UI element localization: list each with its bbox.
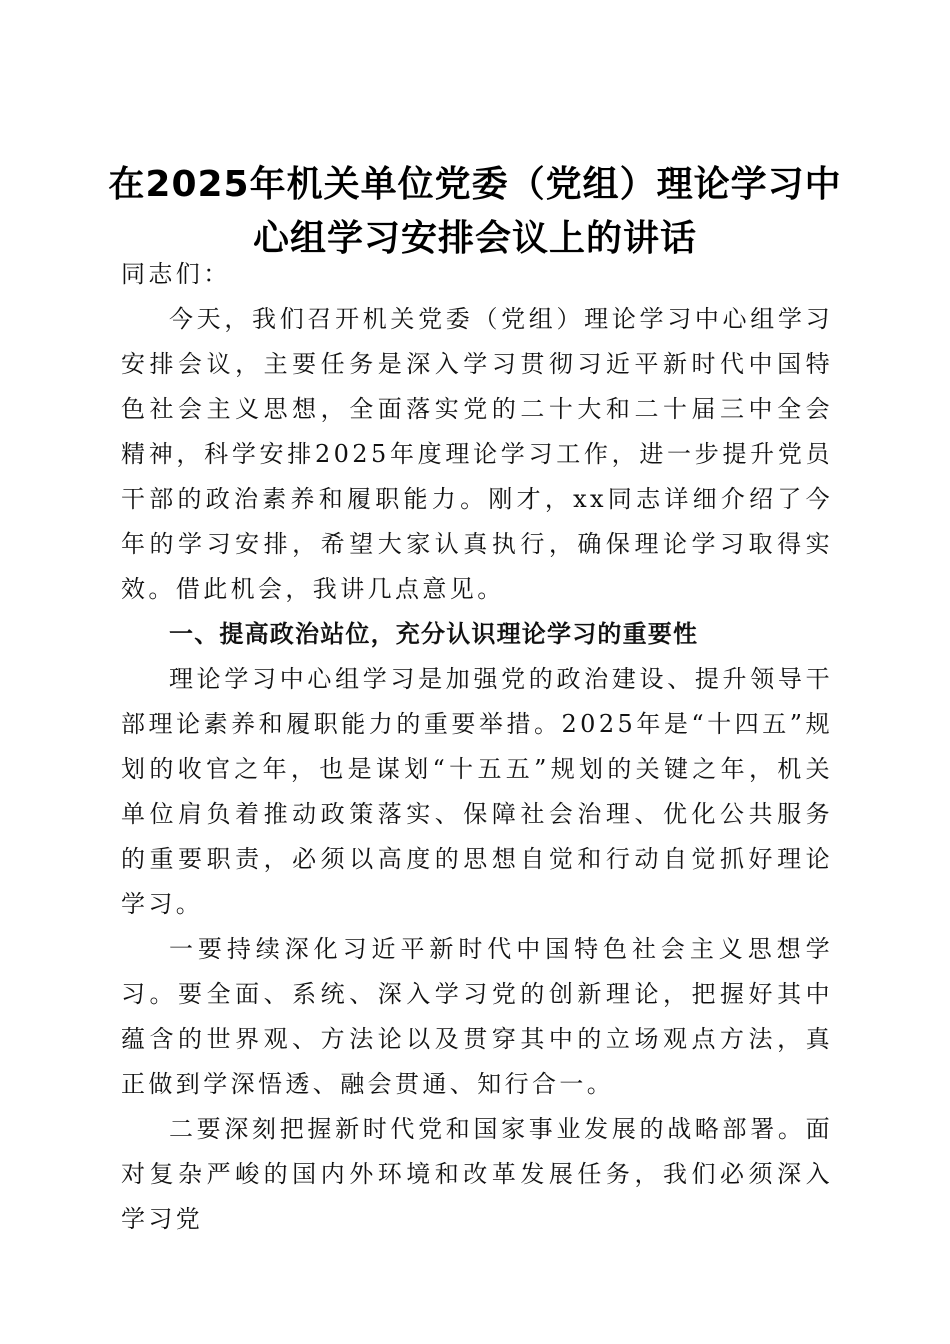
document-body — [121, 252, 833, 1242]
paragraph-point-2: 二要深刻把握新时代党和国家事业发展的战略部署。面对复杂严峻的国内外环境和改革发展任务，我们必须深入学习党 — [121, 1115, 833, 1233]
paragraph-point-1: 一要持续深化习近平新时代中国特色社会主义思想学习。要全面、系统、深入学习党的创新理论，把握好其中蕴含的世界观、方法论以及贯穿其中的立场观点方法，真正做到学深悟透、融会贯通、知行合一。 — [121, 935, 833, 1098]
title-line-1: 在2025年机关单位党委（党组）理论学习中 — [108, 164, 842, 206]
title-line-2: 心组学习安排会议上的讲话 — [252, 218, 697, 260]
section-heading-1: 一、提高政治站位，充分认识理论学习的重要性 — [169, 620, 699, 648]
salutation: 同志们： — [121, 260, 231, 288]
paragraph-importance: 理论学习中心组学习是加强党的政治建设、提升领导干部理论素养和履职能力的重要举措。2025年是“十四五”规划的收官之年，也是谋划“十五五”规划的关键之年，机关单位肩负着推动政策落实、保障社会治理、优化公共服务的重要职责，必须以高度的思想自觉和行动自觉抓好理论学习。 — [121, 665, 833, 918]
document-title — [100, 158, 850, 266]
paragraph-intro: 今天，我们召开机关党委（党组）理论学习中心组学习安排会议，主要任务是深入学习贯彻习近平新时代中国特色社会主义思想，全面落实党的二十大和二十届三中全会精神，科学安排2025年度理论学习工作，进一步提升党员干部的政治素养和履职能力。刚才，xx同志详细介绍了今年的学习安排，希望大家认真执行，确保理论学习取得实效。借此机会，我讲几点意见。 — [121, 305, 833, 603]
